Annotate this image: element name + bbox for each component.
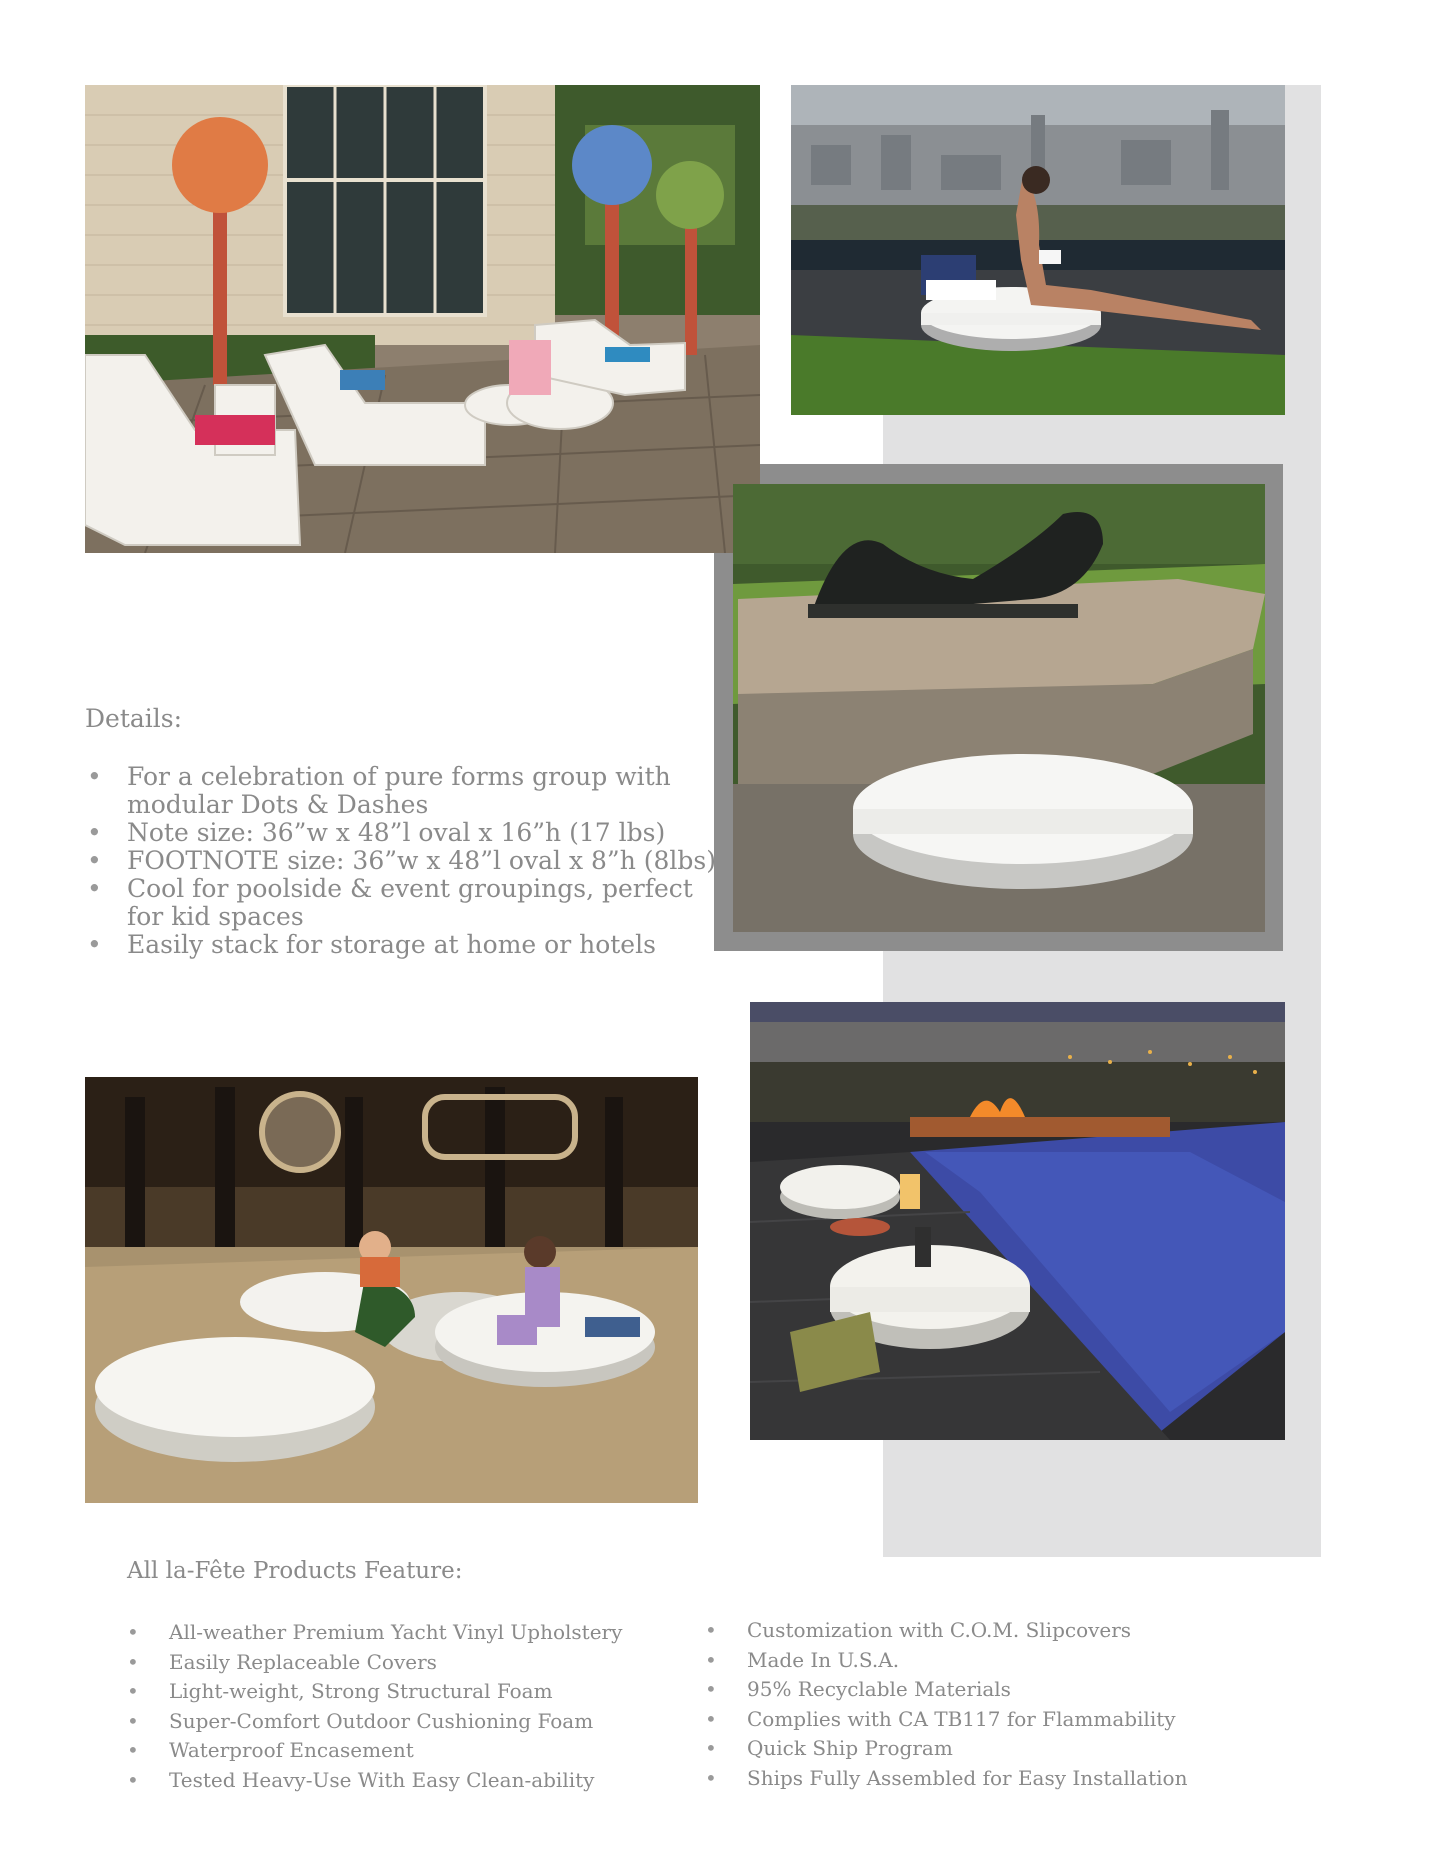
details-item: • For a celebration of pure forms group with modular Dots & Dashes xyxy=(85,763,725,819)
sculpture-ottoman-photo xyxy=(733,484,1265,932)
feature-item: • Ships Fully Assembled for Easy Installation xyxy=(705,1764,1265,1794)
feature-item: • Super-Comfort Outdoor Cushioning Foam xyxy=(127,1707,687,1737)
features-list-left xyxy=(127,1618,687,1795)
feature-item: • Tested Heavy-Use With Easy Clean-ability xyxy=(127,1766,687,1796)
feature-item: • Customization with C.O.M. Slipcovers xyxy=(705,1616,1265,1646)
city-overlook-photo xyxy=(791,85,1285,415)
feature-item: • Waterproof Encasement xyxy=(127,1736,687,1766)
feature-item: • Quick Ship Program xyxy=(705,1734,1265,1764)
details-heading: Details: xyxy=(85,704,183,733)
patio-loungers-photo xyxy=(85,85,760,553)
features-list-right xyxy=(705,1616,1265,1793)
feature-item: • Light-weight, Strong Structural Foam xyxy=(127,1677,687,1707)
details-item: • Note size: 36”w x 48”l oval x 16”h (17 lbs) xyxy=(85,819,725,847)
details-list xyxy=(85,763,725,959)
feature-item: • Easily Replaceable Covers xyxy=(127,1648,687,1678)
feature-item: • 95% Recyclable Materials xyxy=(705,1675,1265,1705)
details-item: • Easily stack for storage at home or hotels xyxy=(85,931,725,959)
details-item: • FOOTNOTE size: 36”w x 48”l oval x 8”h (8lbs) xyxy=(85,847,725,875)
feature-item: • Made In U.S.A. xyxy=(705,1646,1265,1676)
feature-item: • Complies with CA TB117 for Flammability xyxy=(705,1705,1265,1735)
details-item: • Cool for poolside & event groupings, perfect for kid spaces xyxy=(85,875,725,931)
pool-night-photo xyxy=(750,1002,1285,1440)
playground-ottomans-photo xyxy=(85,1077,698,1503)
features-title: All la-Fête Products Feature: xyxy=(127,1558,463,1584)
details-section xyxy=(85,705,725,959)
feature-item: • All-weather Premium Yacht Vinyl Upholstery xyxy=(127,1618,687,1648)
